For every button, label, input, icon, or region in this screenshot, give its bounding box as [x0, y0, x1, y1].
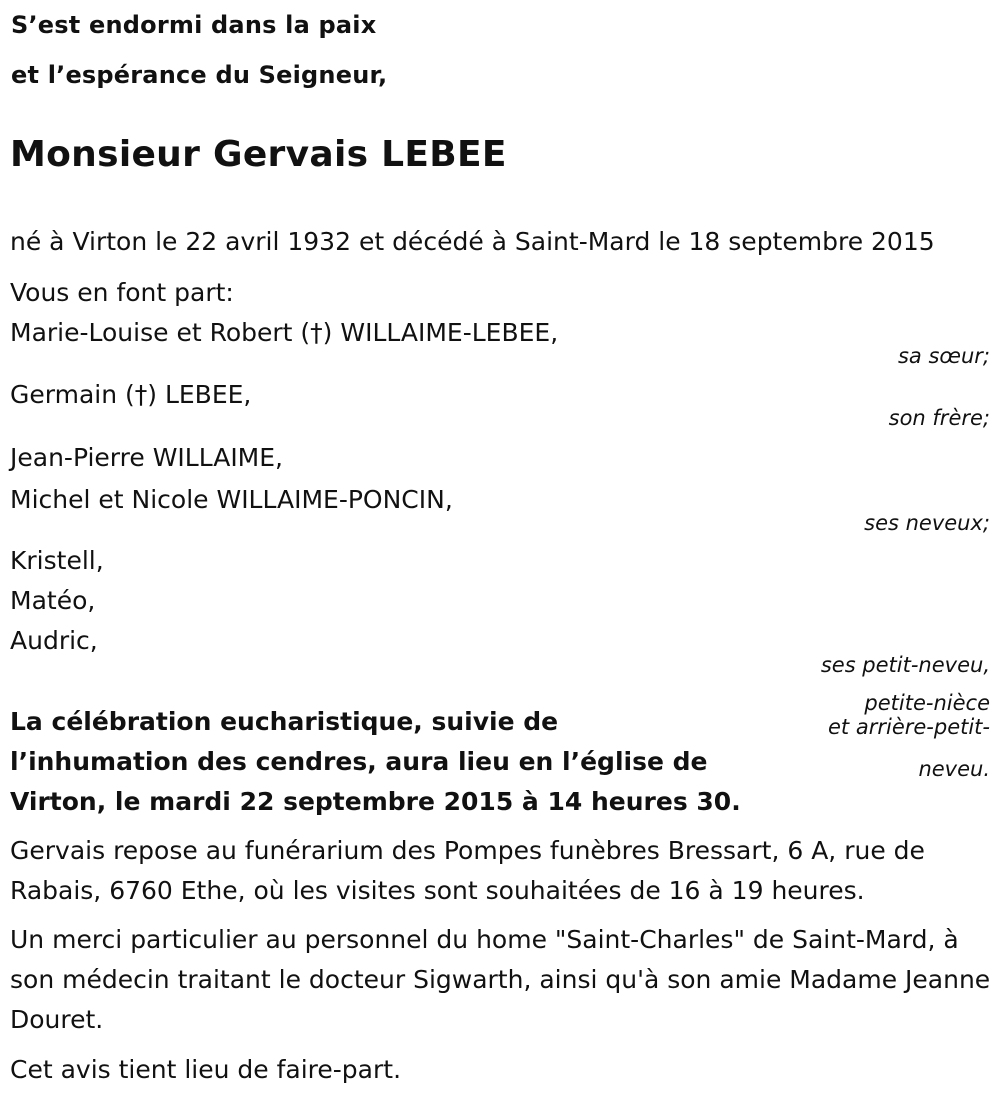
family-member: Jean-Pierre WILLAIME,	[10, 443, 283, 472]
closing-line: Cet avis tient lieu de faire-part.	[10, 1055, 402, 1084]
birth-death-line: né à Virton le 22 avril 1932 et décédé à Saint-Mard le 18 septembre 2015	[10, 227, 935, 256]
relation-label: ses neveux;	[864, 511, 990, 535]
deceased-name: Monsieur Gervais LEBEE	[10, 134, 507, 175]
intro-line-2: et l’espérance du Seigneur,	[11, 61, 388, 89]
relation-label-line: neveu.	[918, 757, 990, 781]
relation-label: son frère;	[888, 406, 990, 430]
repose-paragraph: Gervais repose au funérarium des Pompes funèbres Bressart, 6 A, rue de Rabais, 6760 Ethe, où les visites sont souhaitées de 16 à 19 heures.	[10, 836, 925, 905]
relation-label: sa sœur;	[897, 344, 990, 368]
family-member: Kristell,	[10, 546, 104, 575]
family-member: Germain (†) LEBEE,	[10, 380, 252, 409]
family-member: Michel et Nicole WILLAIME-PONCIN,	[10, 485, 453, 514]
intro-line-1: S’est endormi dans la paix	[11, 11, 377, 39]
family-heading: Vous en font part:	[10, 278, 234, 307]
family-member: Audric,	[10, 626, 98, 655]
relation-label-line: petite-nièce	[864, 691, 990, 715]
ceremony-announcement: La célébration eucharistique, suivie de l’inhumation des cendres, aura lieu en l’église de Virton, le mardi 22 septembre 2015 à 14 heures 30.	[10, 707, 741, 816]
relation-label-line: ses petit-neveu,	[820, 653, 990, 677]
thanks-paragraph: Un merci particulier au personnel du home "Saint-Charles" de Saint-Mard, à son médecin traitant le docteur Sigwarth, ainsi qu'à son amie Madame Jeanne Douret.	[10, 925, 991, 1034]
family-member: Marie-Louise et Robert (†) WILLAIME-LEBEE,	[10, 318, 559, 347]
family-member: Matéo,	[10, 586, 96, 615]
relation-label-line: et arrière-petit-	[828, 715, 990, 739]
